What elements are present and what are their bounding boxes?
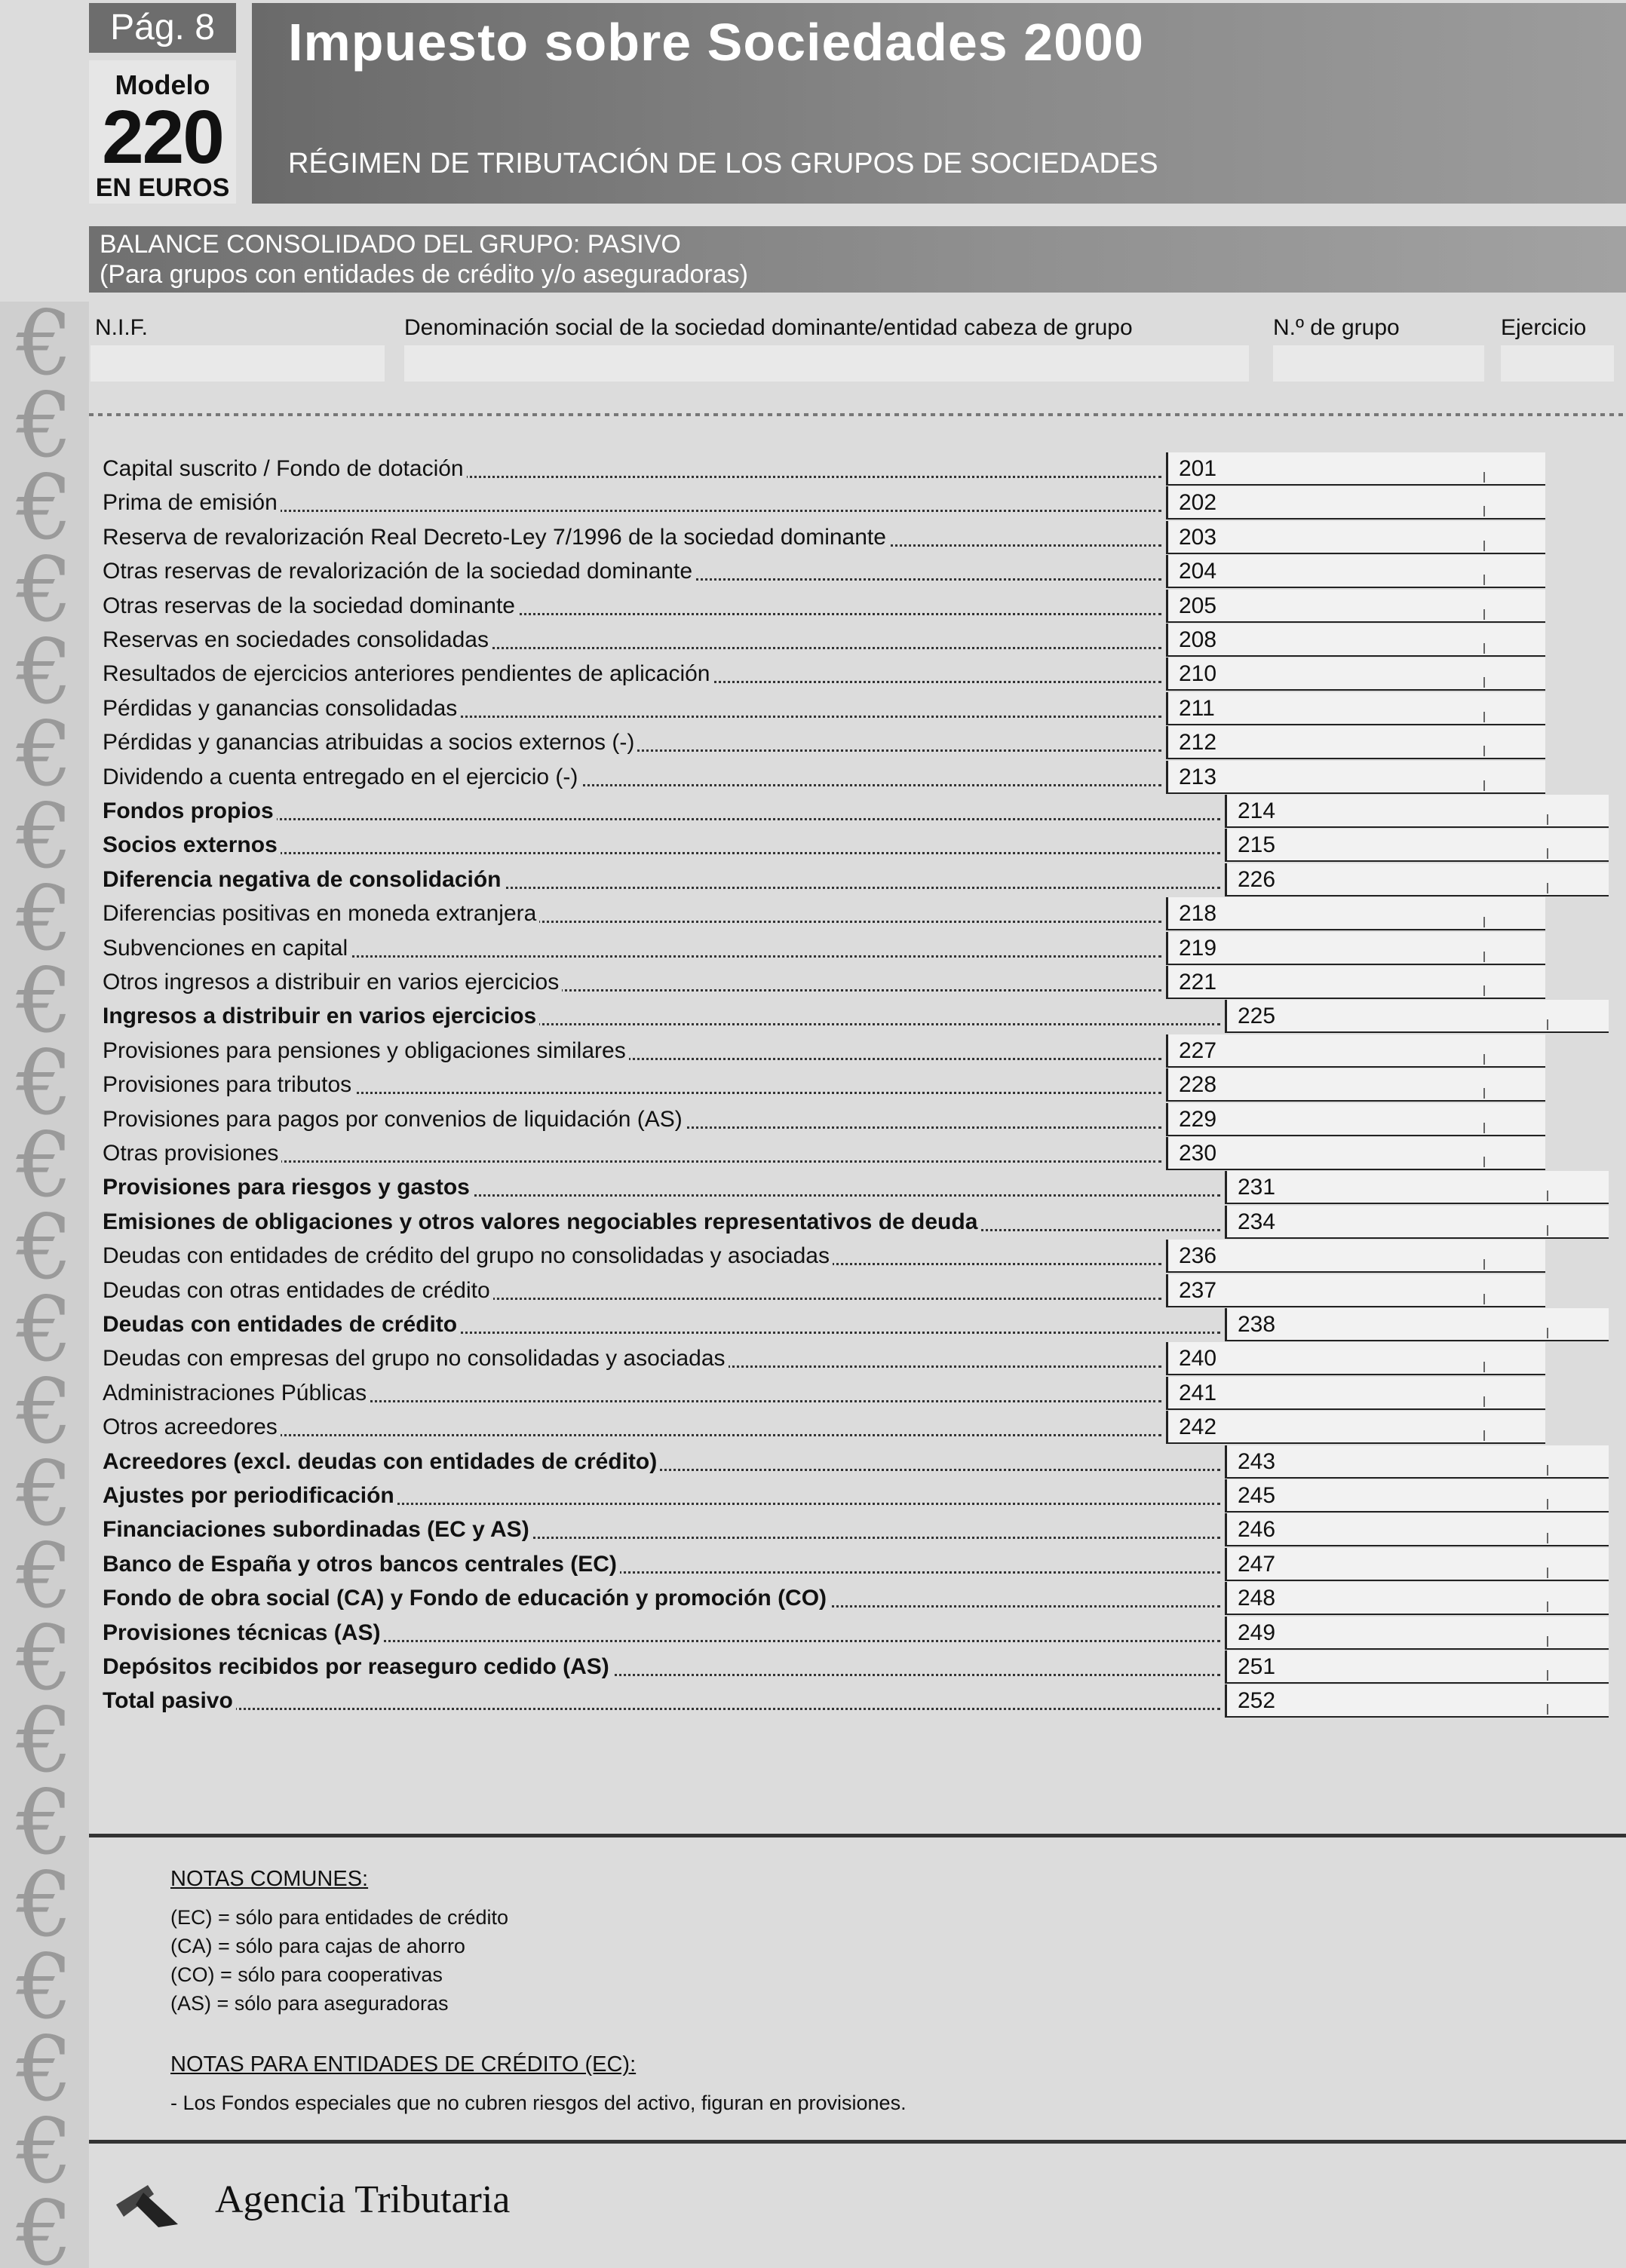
balance-row <box>0 1206 1626 1239</box>
box-code: 248 <box>1238 1582 1275 1614</box>
balance-row <box>0 1240 1626 1273</box>
page-number: Pág. 8 <box>89 3 236 53</box>
amount-field-204[interactable] <box>1166 555 1545 588</box>
amount-field-237[interactable] <box>1166 1274 1545 1307</box>
box-code: 241 <box>1179 1377 1216 1408</box>
row-label: Ingresos a distribuir en varios ejercicios <box>103 1000 1220 1033</box>
modelo-number: 220 <box>102 95 223 179</box>
box-code: 251 <box>1238 1650 1275 1682</box>
notes-divider-top <box>89 1834 1626 1837</box>
euro-icon: € <box>16 1195 73 1299</box>
box-code: 230 <box>1179 1137 1216 1169</box>
euro-icon: € <box>16 2181 73 2268</box>
balance-row <box>0 966 1626 999</box>
amount-field-231[interactable] <box>1225 1171 1609 1204</box>
amount-field-238[interactable] <box>1225 1308 1609 1341</box>
euro-icon: € <box>16 2017 73 2121</box>
row-label: Emisiones de obligaciones y otros valores negociables representativos de deuda <box>103 1206 1220 1239</box>
amount-field-242[interactable] <box>1166 1411 1545 1444</box>
denominacion-field[interactable] <box>404 345 1249 382</box>
amount-field-219[interactable] <box>1166 932 1545 965</box>
row-label: Dividendo a cuenta entregado en el ejercicio (-) <box>103 761 1161 794</box>
balance-row <box>0 521 1626 554</box>
row-label: Acreedores (excl. deudas con entidades de crédito) <box>103 1445 1220 1479</box>
row-label: Provisiones para tributos <box>103 1068 1161 1102</box>
amount-field-210[interactable] <box>1166 657 1545 691</box>
box-code: 202 <box>1179 486 1216 518</box>
agencia-tributaria-logo-icon <box>113 2171 181 2232</box>
box-code: 234 <box>1238 1206 1275 1237</box>
amount-field-205[interactable] <box>1166 590 1545 623</box>
common-note: (AS) = sólo para aseguradoras <box>170 1992 449 2015</box>
amount-field-208[interactable] <box>1166 624 1545 657</box>
euro-icon: € <box>16 373 73 477</box>
row-label: Total pasivo <box>103 1684 1220 1718</box>
balance-row <box>0 932 1626 965</box>
balance-row <box>0 1445 1626 1479</box>
balance-row <box>0 1650 1626 1684</box>
box-code: 237 <box>1179 1274 1216 1306</box>
euro-icon: € <box>16 1688 73 1792</box>
modelo-label: Modelo <box>115 69 210 100</box>
row-label: Financiaciones subordinadas (EC y AS) <box>103 1513 1220 1546</box>
row-label: Otros ingresos a distribuir en varios ejercicios <box>103 966 1161 999</box>
balance-row <box>0 1137 1626 1170</box>
balance-row <box>0 486 1626 519</box>
row-label: Subvenciones en capital <box>103 932 1161 965</box>
amount-field-225[interactable] <box>1225 1000 1609 1033</box>
row-label: Prima de emisión <box>103 486 1161 519</box>
amount-field-229[interactable] <box>1166 1103 1545 1136</box>
box-code: 203 <box>1179 521 1216 553</box>
grupo-field[interactable] <box>1273 345 1484 382</box>
row-label: Provisiones para pensiones y obligaciones similares <box>103 1034 1161 1068</box>
balance-row <box>0 1068 1626 1102</box>
amount-field-248[interactable] <box>1225 1582 1609 1615</box>
ejercicio-field[interactable] <box>1501 345 1614 382</box>
amount-field-230[interactable] <box>1166 1137 1545 1170</box>
balance-row <box>0 1411 1626 1444</box>
box-code: 242 <box>1179 1411 1216 1442</box>
balance-row <box>0 1034 1626 1068</box>
row-label: Socios externos <box>103 829 1220 862</box>
euro-icon: € <box>16 702 73 806</box>
amount-field-226[interactable] <box>1225 863 1609 896</box>
euro-icon: € <box>16 866 73 970</box>
row-label: Fondo de obra social (CA) y Fondo de educación y promoción (CO) <box>103 1582 1220 1615</box>
balance-row <box>0 624 1626 657</box>
euro-icon: € <box>16 538 73 642</box>
box-code: 201 <box>1179 452 1216 484</box>
row-label: Deudas con entidades de crédito <box>103 1308 1220 1341</box>
box-code: 210 <box>1179 657 1216 689</box>
amount-field-243[interactable] <box>1225 1445 1609 1479</box>
box-code: 208 <box>1179 624 1216 655</box>
amount-field-221[interactable] <box>1166 966 1545 999</box>
nif-field[interactable] <box>91 345 385 382</box>
box-code: 227 <box>1179 1034 1216 1066</box>
euro-icon: € <box>16 1770 73 1874</box>
box-code: 246 <box>1238 1513 1275 1545</box>
row-label: Pérdidas y ganancias atribuidas a socios externos (-) <box>103 726 1161 759</box>
euro-icon: € <box>16 2099 73 2203</box>
amount-field-213[interactable] <box>1166 761 1545 794</box>
box-code: 236 <box>1179 1240 1216 1271</box>
amount-field-245[interactable] <box>1225 1479 1609 1513</box>
row-label: Reserva de revalorización Real Decreto-Ley 7/1996 de la sociedad dominante <box>103 521 1161 554</box>
balance-row <box>0 1548 1626 1581</box>
euro-icon: € <box>16 784 73 888</box>
denominacion-label: Denominación social de la sociedad dominante/entidad cabeza de grupo <box>404 315 1133 340</box>
balance-row <box>0 590 1626 623</box>
euro-icon: € <box>16 1442 73 1546</box>
modelo-currency: EN EUROS <box>95 173 230 202</box>
box-code: 215 <box>1238 829 1275 860</box>
title-band <box>252 3 1626 204</box>
amount-field-247[interactable] <box>1225 1548 1609 1581</box>
box-code: 226 <box>1238 863 1275 895</box>
row-label: Provisiones para riesgos y gastos <box>103 1171 1220 1204</box>
box-code: 213 <box>1179 761 1216 792</box>
balance-row <box>0 1513 1626 1546</box>
page-title: Impuesto sobre Sociedades 2000 <box>288 13 1144 72</box>
balance-row <box>0 829 1626 862</box>
row-label: Pérdidas y ganancias consolidadas <box>103 692 1161 725</box>
amount-field-227[interactable] <box>1166 1034 1545 1068</box>
balance-row <box>0 657 1626 691</box>
amount-field-228[interactable] <box>1166 1068 1545 1102</box>
amount-field-251[interactable] <box>1225 1650 1609 1684</box>
common-notes-title: NOTAS COMUNES: <box>170 1867 369 1891</box>
box-code: 247 <box>1238 1548 1275 1580</box>
euro-icon: € <box>16 1606 73 1710</box>
ejercicio-label: Ejercicio <box>1501 315 1587 340</box>
row-label: Deudas con otras entidades de crédito <box>103 1274 1161 1307</box>
balance-row <box>0 761 1626 794</box>
euro-icon: € <box>16 1031 73 1135</box>
common-note: (CO) = sólo para cooperativas <box>170 1963 443 1986</box>
euro-icon: € <box>16 1359 73 1463</box>
row-label: Otras provisiones <box>103 1137 1161 1170</box>
common-note: (EC) = sólo para entidades de crédito <box>170 1906 509 1929</box>
modelo-badge <box>89 60 236 204</box>
amount-field-249[interactable] <box>1225 1617 1609 1650</box>
balance-row <box>0 555 1626 588</box>
row-label: Provisiones para pagos por convenios de liquidación (AS) <box>103 1103 1161 1136</box>
balance-row <box>0 1479 1626 1513</box>
grupo-label: N.º de grupo <box>1273 315 1400 340</box>
section-heading <box>89 226 1626 293</box>
balance-row <box>0 726 1626 759</box>
amount-field-211[interactable] <box>1166 692 1545 725</box>
row-label: Deudas con empresas del grupo no consolidadas y asociadas <box>103 1342 1161 1375</box>
common-note: (CA) = sólo para cajas de ahorro <box>170 1935 465 1957</box>
balance-row <box>0 692 1626 725</box>
amount-field-212[interactable] <box>1166 726 1545 759</box>
amount-field-202[interactable] <box>1166 486 1545 519</box>
page-subtitle: RÉGIMEN DE TRIBUTACIÓN DE LOS GRUPOS DE SOCIEDADES <box>288 148 1158 179</box>
euro-icon: € <box>16 302 73 395</box>
balance-row <box>0 1000 1626 1033</box>
box-code: 228 <box>1179 1068 1216 1100</box>
amount-field-240[interactable] <box>1166 1342 1545 1375</box>
euro-icon: € <box>16 1935 73 2039</box>
balance-row <box>0 1342 1626 1375</box>
agency-name: Agencia Tributaria <box>215 2178 511 2221</box>
box-code: 214 <box>1238 795 1275 826</box>
row-label: Administraciones Públicas <box>103 1377 1161 1410</box>
balance-row <box>0 1274 1626 1307</box>
box-code: 218 <box>1179 897 1216 929</box>
row-label: Depósitos recibidos por reaseguro cedido (AS) <box>103 1650 1220 1684</box>
nif-label: N.I.F. <box>95 315 149 340</box>
balance-row <box>0 1582 1626 1615</box>
divider <box>89 413 1626 416</box>
amount-field-241[interactable] <box>1166 1377 1545 1410</box>
row-label: Capital suscrito / Fondo de dotación <box>103 452 1161 486</box>
euro-icon: € <box>16 620 73 724</box>
amount-field-252[interactable] <box>1225 1684 1609 1718</box>
euro-icon: € <box>16 1277 73 1381</box>
euro-icon: € <box>16 1113 73 1217</box>
row-label: Otras reservas de la sociedad dominante <box>103 590 1161 623</box>
amount-field-246[interactable] <box>1225 1513 1609 1546</box>
section-title: BALANCE CONSOLIDADO DEL GRUPO: PASIVO <box>100 230 681 259</box>
row-label: Deudas con entidades de crédito del grupo no consolidadas y asociadas <box>103 1240 1161 1273</box>
box-code: 221 <box>1179 966 1216 998</box>
balance-row <box>0 897 1626 930</box>
balance-row <box>0 1171 1626 1204</box>
euro-icon: € <box>16 949 73 1053</box>
row-label: Reservas en sociedades consolidadas <box>103 624 1161 657</box>
box-code: 204 <box>1179 555 1216 587</box>
box-code: 249 <box>1238 1617 1275 1648</box>
row-label: Diferencia negativa de consolidación <box>103 863 1220 896</box>
amount-field-203[interactable] <box>1166 521 1545 554</box>
box-code: 231 <box>1238 1171 1275 1203</box>
row-label: Ajustes por periodificación <box>103 1479 1220 1513</box>
row-label: Diferencias positivas en moneda extranjera <box>103 897 1161 930</box>
euro-icon: € <box>16 1853 73 1957</box>
balance-row <box>0 452 1626 486</box>
box-code: 225 <box>1238 1000 1275 1031</box>
balance-row <box>0 1684 1626 1718</box>
box-code: 219 <box>1179 932 1216 964</box>
amount-field-201[interactable] <box>1166 452 1545 486</box>
balance-row <box>0 863 1626 896</box>
euro-icon: € <box>16 1524 73 1628</box>
section-subtitle: (Para grupos con entidades de crédito y/o aseguradoras) <box>100 260 748 289</box>
box-code: 212 <box>1179 726 1216 758</box>
balance-row <box>0 1617 1626 1650</box>
balance-row <box>0 1308 1626 1341</box>
box-code: 245 <box>1238 1479 1275 1511</box>
row-label: Otros acreedores <box>103 1411 1161 1444</box>
euro-icon: € <box>16 455 73 559</box>
row-label: Otras reservas de revalorización de la sociedad dominante <box>103 555 1161 588</box>
credit-note: - Los Fondos especiales que no cubren riesgos del activo, figuran en provisiones. <box>170 2092 907 2114</box>
box-code: 229 <box>1179 1103 1216 1135</box>
box-code: 243 <box>1238 1445 1275 1477</box>
row-label: Resultados de ejercicios anteriores pendientes de aplicación <box>103 657 1161 691</box>
balance-row <box>0 1377 1626 1410</box>
row-label: Banco de España y otros bancos centrales (EC) <box>103 1548 1220 1581</box>
box-code: 238 <box>1238 1308 1275 1340</box>
row-label: Provisiones técnicas (AS) <box>103 1617 1220 1650</box>
box-code: 211 <box>1179 692 1215 724</box>
box-code: 240 <box>1179 1342 1216 1374</box>
credit-notes-title: NOTAS PARA ENTIDADES DE CRÉDITO (EC): <box>170 2052 637 2076</box>
amount-field-214[interactable] <box>1225 795 1609 828</box>
amount-field-215[interactable] <box>1225 829 1609 862</box>
balance-row <box>0 1103 1626 1136</box>
row-label: Fondos propios <box>103 795 1220 828</box>
box-code: 252 <box>1238 1684 1275 1716</box>
amount-field-234[interactable] <box>1225 1206 1609 1239</box>
amount-field-218[interactable] <box>1166 897 1545 930</box>
notes-divider-bottom <box>89 2140 1626 2144</box>
amount-field-236[interactable] <box>1166 1240 1545 1273</box>
box-code: 205 <box>1179 590 1216 621</box>
balance-row <box>0 795 1626 828</box>
